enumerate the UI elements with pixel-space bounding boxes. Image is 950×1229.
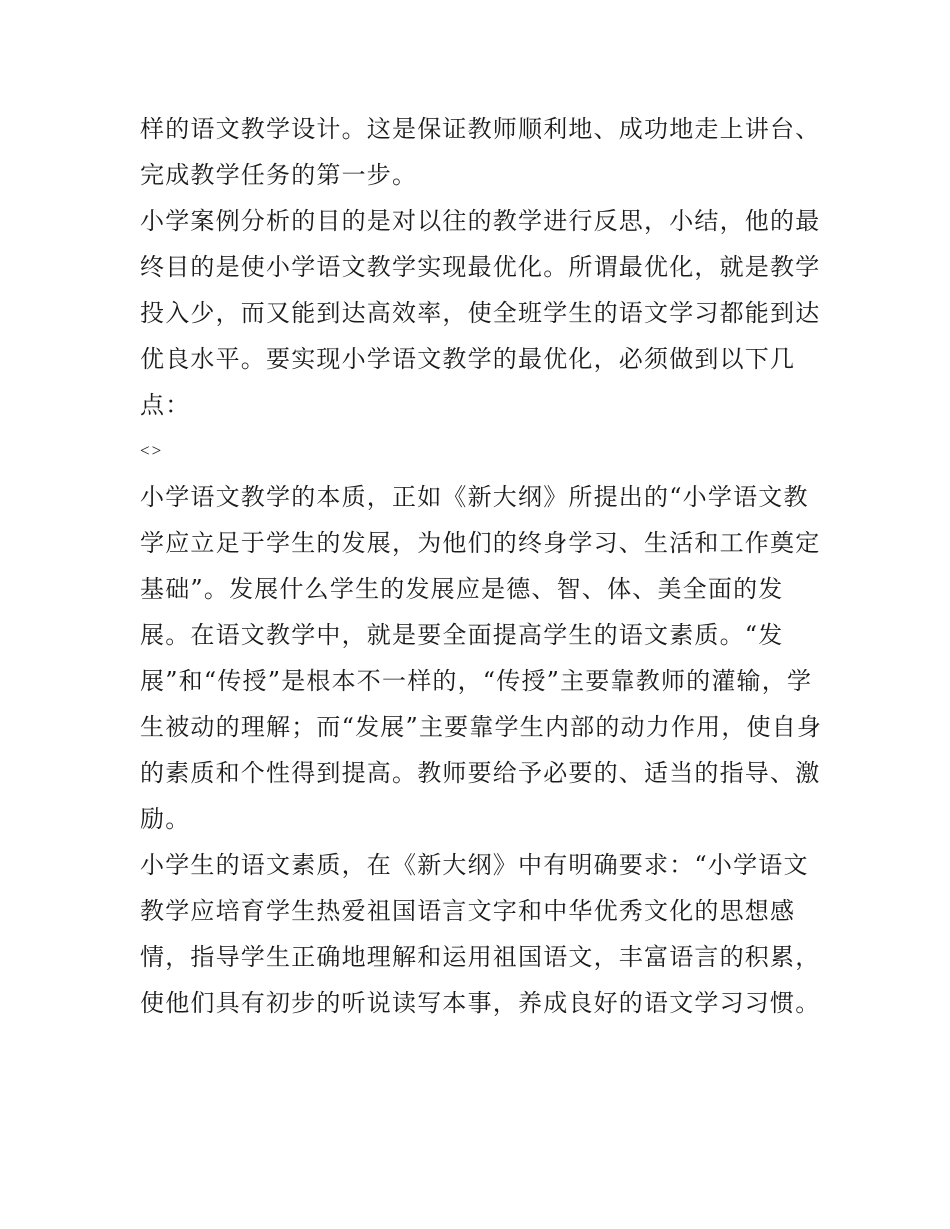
text-line-16: 励。 — [140, 805, 191, 833]
text-line-12: 展。在语文教学中，就是要全面提高学生的语文素质。“发 — [140, 621, 784, 649]
text-line-6: 优良水平。要实现小学语文教学的最优化，必须做到以下几 — [140, 345, 796, 373]
text-line-9: 小学语文教学的本质，正如《新大纲》所提出的“小学语文教 — [140, 483, 809, 511]
text-line-13: 展”和“传授”是根本不一样的，“传授”主要靠教师的灌输，学 — [140, 667, 813, 695]
text-line-11: 基础”。发展什么学生的发展应是德、智、体、美全面的发 — [140, 575, 784, 603]
text-line-15: 的素质和个性得到提高。教师要给予必要的、适当的指导、激 — [140, 759, 821, 787]
text-line-8: <> — [140, 441, 164, 460]
text-line-3: 小学案例分析的目的是对以往的教学进行反思，小结，他的最 — [140, 207, 821, 235]
text-line-10: 学应立足于学生的发展，为他们的终身学习、生活和工作奠定 — [140, 529, 821, 557]
text-line-7: 点： — [140, 391, 191, 419]
text-line-14: 生被动的理解；而“发展”主要靠学生内部的动力作用，使自身 — [140, 713, 823, 741]
text-line-17: 小学生的语文素质，在《新大纲》中有明确要求：“小学语文 — [140, 851, 809, 879]
text-line-19: 情，指导学生正确地理解和运用祖国语文，丰富语言的积累， — [140, 943, 821, 971]
text-line-5: 投入少，而又能到达高效率，使全班学生的语文学习都能到达 — [140, 299, 821, 327]
text-line-18: 教学应培育学生热爱祖国语言文字和中华优秀文化的思想感 — [140, 897, 796, 925]
text-line-1: 样的语文教学设计。这是保证教师顺利地、成功地走上讲台、 — [140, 115, 821, 143]
text-line-20: 使他们具有初步的听说读写本事，养成良好的语文学习习惯。 — [140, 989, 821, 1017]
text-line-2: 完成教学任务的第一步。 — [140, 161, 418, 189]
document-body — [140, 106, 823, 1026]
text-line-4: 终目的是使小学语文教学实现最优化。所谓最优化，就是教学 — [140, 253, 821, 281]
